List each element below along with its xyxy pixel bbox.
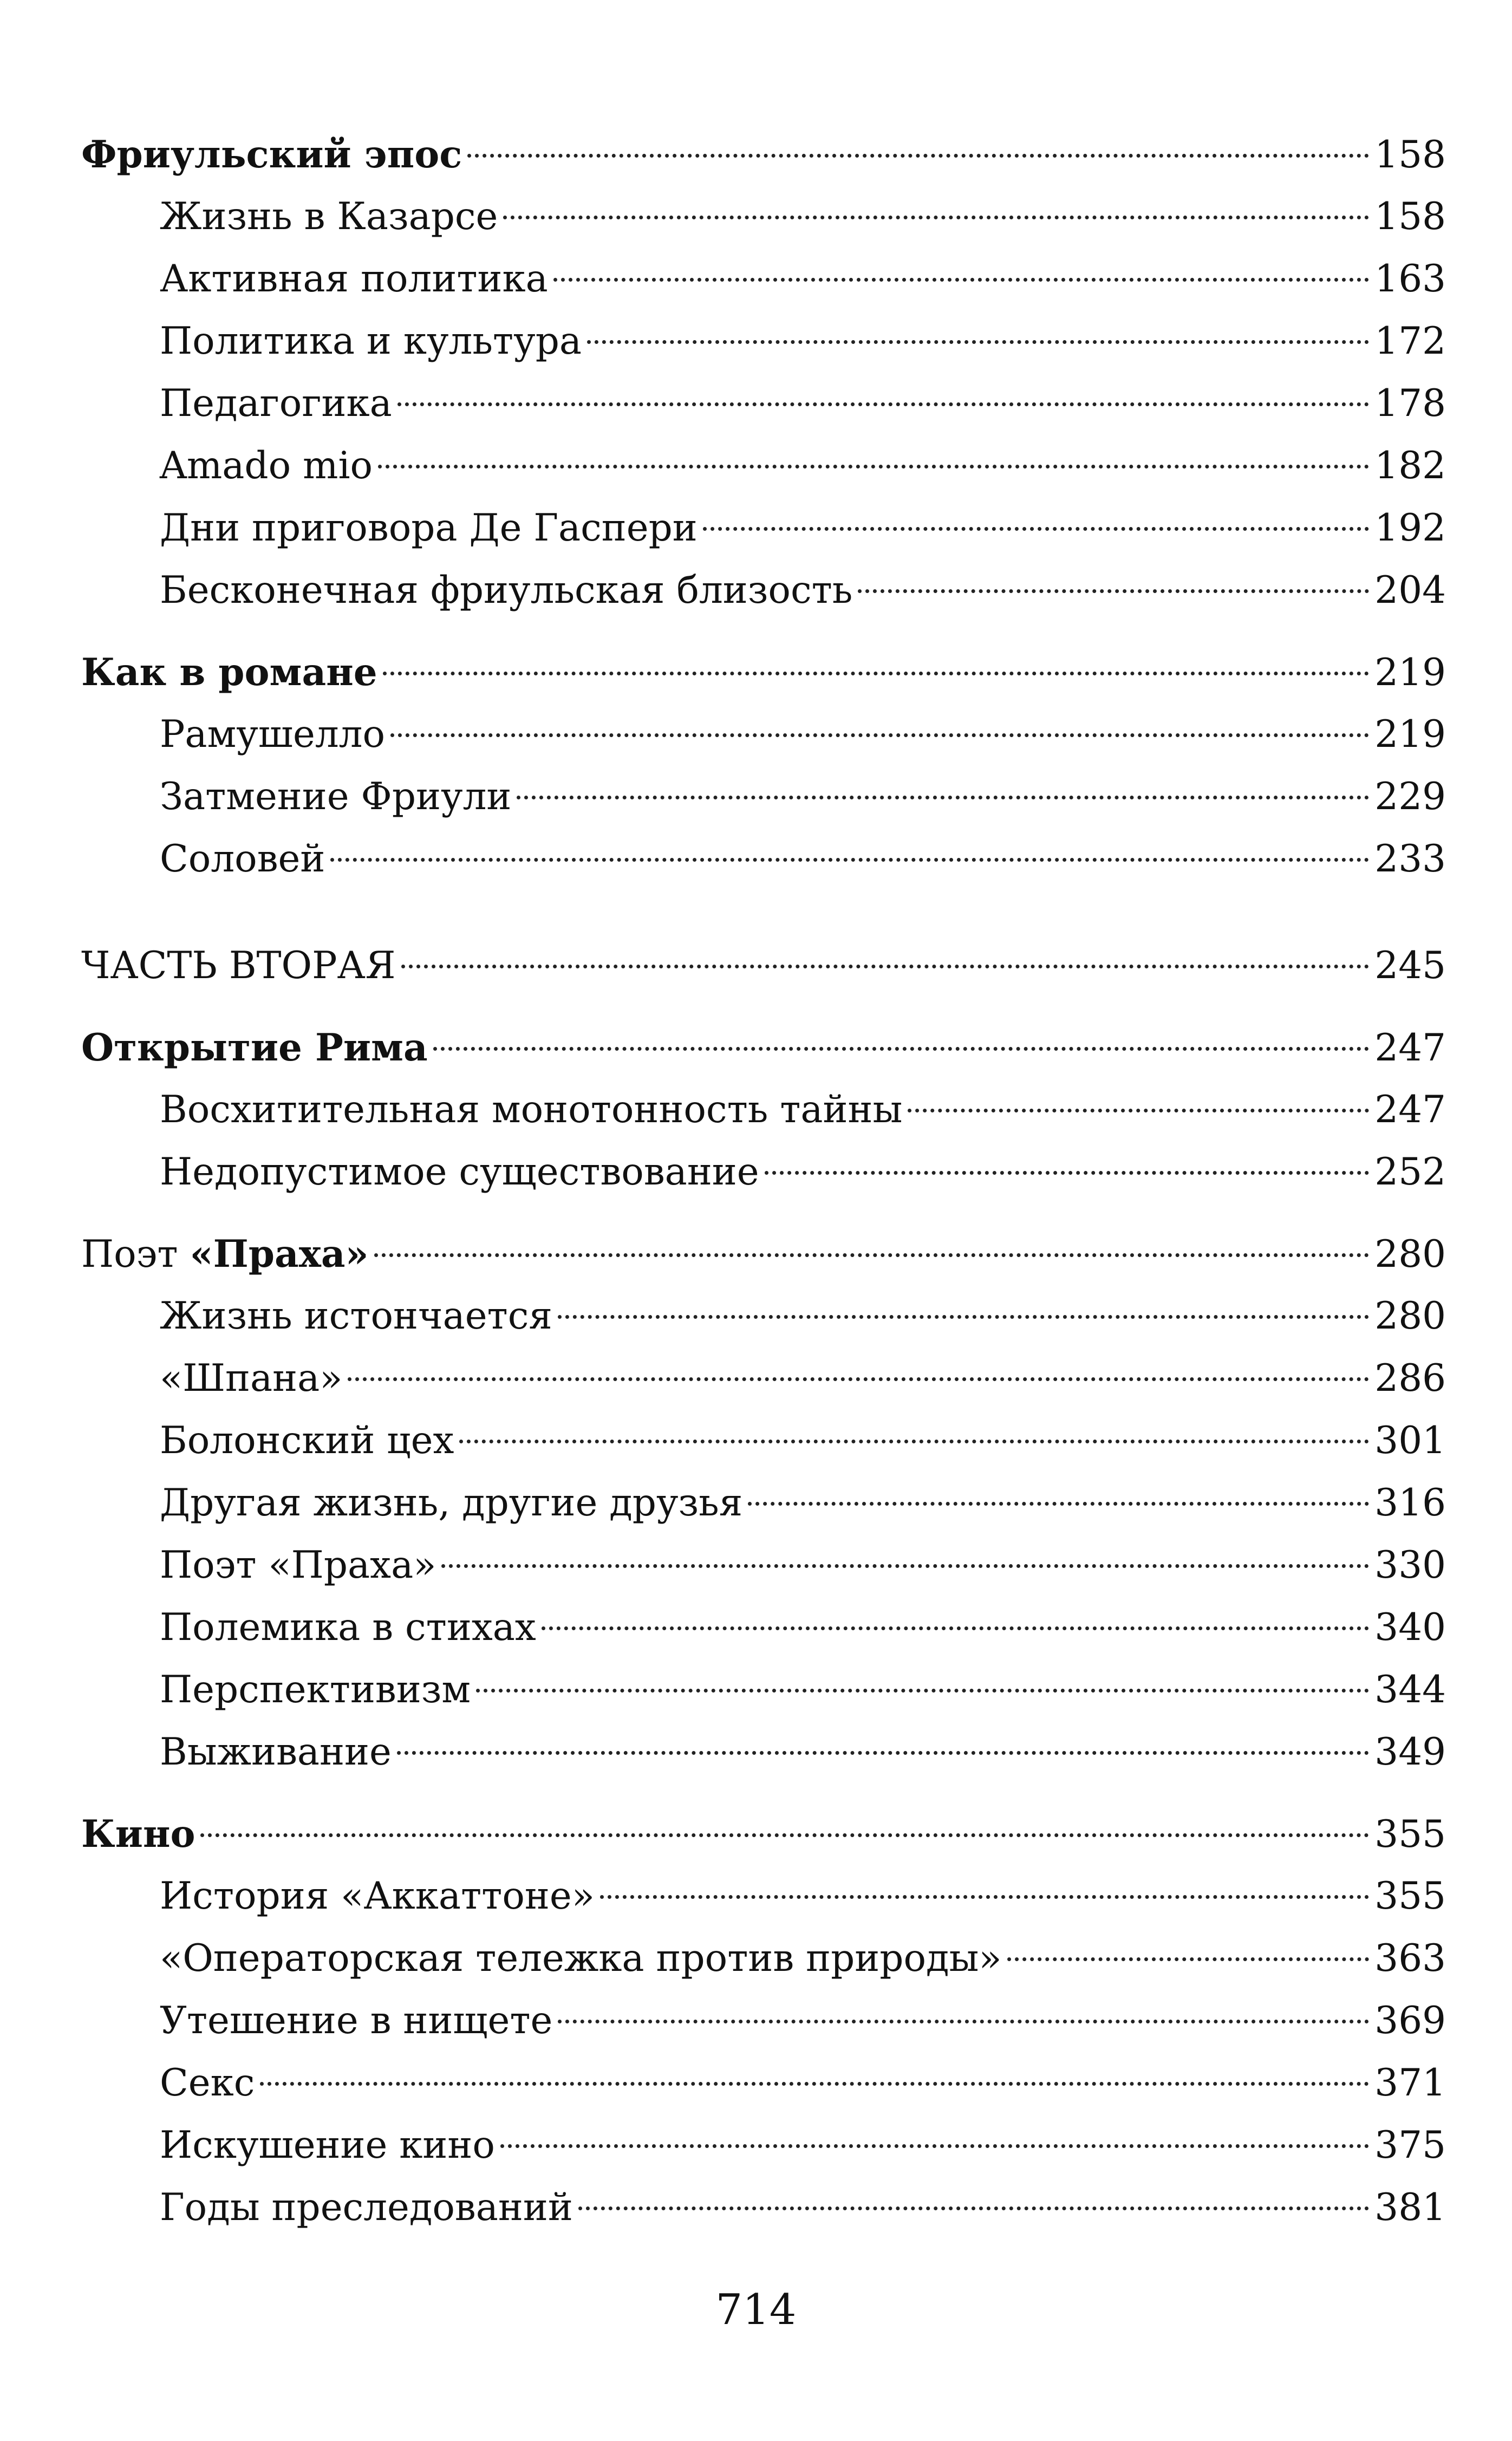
dot-leader: [858, 589, 1369, 593]
toc-entry-page: 381: [1374, 2186, 1446, 2229]
toc-entry-title: Искушение кино: [160, 2124, 495, 2167]
toc-entry-page: 371: [1374, 2061, 1446, 2105]
toc-entry-title: Педагогика: [160, 382, 392, 425]
toc-entry-title: Кино: [81, 1812, 195, 1856]
toc-entry[interactable]: [81, 497, 1446, 559]
toc-entry-title: Соловей: [160, 837, 325, 881]
dot-leader: [401, 965, 1370, 968]
dot-leader: [441, 1564, 1369, 1568]
toc-entry-title: Выживание: [160, 1730, 392, 1774]
toc-section-heading[interactable]: [81, 641, 1446, 704]
dot-leader: [378, 465, 1369, 468]
toc-entry-page: 233: [1374, 837, 1446, 881]
dot-leader: [765, 1171, 1370, 1175]
toc-entry[interactable]: [81, 186, 1446, 248]
toc-entry-page: 158: [1374, 195, 1446, 238]
toc-entry-title: ЧАСТЬ ВТОРАЯ: [81, 944, 396, 987]
dot-leader: [517, 796, 1369, 799]
dot-leader: [703, 527, 1370, 531]
toc-entry[interactable]: [81, 435, 1446, 497]
toc-entry[interactable]: [81, 1410, 1446, 1472]
toc-entry-page: 280: [1374, 1294, 1446, 1338]
dot-leader: [374, 1253, 1370, 1257]
toc-entry[interactable]: [81, 2114, 1446, 2177]
dot-leader: [587, 340, 1369, 344]
toc-entry-page: 340: [1374, 1606, 1446, 1649]
toc-entry-title: Утешение в нищете: [160, 1999, 553, 2042]
toc-entry-title: Открытие Рима: [81, 1026, 428, 1070]
dot-leader: [397, 402, 1370, 406]
toc-entry-page: 229: [1374, 775, 1446, 818]
toc-entry-page: 355: [1374, 1813, 1446, 1856]
toc-entry-page: 369: [1374, 1999, 1446, 2042]
dot-leader: [459, 1440, 1369, 1443]
toc-entry-page: 280: [1374, 1233, 1446, 1276]
toc-entry-title: История «Аккаттоне»: [160, 1874, 595, 1918]
toc-section-heading[interactable]: [81, 1017, 1446, 1079]
toc-entry-title: Рамушелло: [160, 713, 386, 756]
spacer: [81, 1203, 1446, 1223]
toc-entry[interactable]: [81, 1721, 1446, 1783]
page-number: 714: [715, 2286, 797, 2334]
toc-entry-title: Жизнь истончается: [160, 1294, 552, 1338]
toc-entry-page: 316: [1374, 1481, 1446, 1525]
toc-entry-page: 219: [1374, 651, 1446, 694]
toc-entry-page: 375: [1374, 2124, 1446, 2167]
toc-entry-page: 363: [1374, 1937, 1446, 1980]
dot-leader: [542, 1626, 1370, 1630]
dot-leader: [330, 858, 1369, 862]
toc-entry-page: 158: [1374, 133, 1446, 177]
spacer: [81, 890, 1446, 935]
toc-entry[interactable]: [81, 1348, 1446, 1410]
toc-entry-title: Активная политика: [160, 257, 548, 301]
dot-leader: [600, 1895, 1369, 1899]
dot-leader: [503, 216, 1369, 219]
toc-entry-title: «Шпана»: [160, 1357, 343, 1400]
table-of-contents: [81, 123, 1446, 2239]
dot-leader: [558, 2020, 1369, 2023]
toc-entry-page: 349: [1374, 1730, 1446, 1774]
toc-entry-title: Восхитительная монотонность тайны: [160, 1088, 903, 1131]
toc-entry-page: 163: [1374, 257, 1446, 301]
spacer: [81, 622, 1446, 641]
toc-entry[interactable]: [81, 2177, 1446, 2239]
dot-leader: [260, 2082, 1369, 2086]
dot-leader: [748, 1502, 1369, 1506]
toc-entry[interactable]: [81, 1534, 1446, 1597]
toc-entry-page: 252: [1374, 1150, 1446, 1194]
dot-leader: [500, 2144, 1369, 2148]
toc-entry-title: Годы преследований: [160, 2186, 573, 2229]
toc-section-heading[interactable]: [81, 1803, 1446, 1865]
toc-entry-title: Дни приговора Де Гаспери: [160, 506, 698, 550]
toc-entry-page: 219: [1374, 713, 1446, 756]
toc-entry-page: 192: [1374, 506, 1446, 550]
dot-leader: [383, 672, 1370, 675]
dot-leader: [476, 1689, 1369, 1693]
toc-entry-title: Политика и культура: [160, 320, 582, 363]
dot-leader: [433, 1047, 1370, 1051]
toc-entry-title: Болонский цех: [160, 1419, 454, 1462]
toc-entry-page: 355: [1374, 1874, 1446, 1918]
toc-part-heading[interactable]: [81, 935, 1446, 997]
toc-entry[interactable]: [81, 1659, 1446, 1721]
toc-entry-page: 178: [1374, 382, 1446, 425]
dot-leader: [558, 1315, 1369, 1319]
spacer: [81, 997, 1446, 1017]
toc-entry[interactable]: [81, 828, 1446, 890]
spacer: [81, 1783, 1446, 1803]
toc-entry[interactable]: [81, 704, 1446, 766]
dot-leader: [1007, 1957, 1370, 1961]
toc-entry-title: Как в романе: [81, 650, 377, 694]
toc-entry-page: 245: [1374, 944, 1446, 987]
toc-entry[interactable]: [81, 559, 1446, 622]
toc-entry[interactable]: [81, 1928, 1446, 1990]
toc-entry[interactable]: [81, 310, 1446, 373]
dot-leader: [578, 2206, 1369, 2210]
toc-entry-page: 247: [1374, 1026, 1446, 1070]
toc-entry-page: 286: [1374, 1357, 1446, 1400]
toc-entry-title: Затмение Фриули: [160, 775, 512, 818]
toc-entry-title-bold: «Праха»: [190, 1232, 369, 1276]
dot-leader: [908, 1109, 1369, 1112]
dot-leader: [553, 278, 1370, 282]
toc-entry-title: Поэт «Праха»: [160, 1544, 436, 1587]
toc-entry-page: 344: [1374, 1668, 1446, 1711]
toc-entry[interactable]: [81, 1597, 1446, 1659]
toc-entry-title-prefix: Поэт: [81, 1233, 190, 1276]
toc-entry-title: [81, 1223, 369, 1286]
dot-leader: [348, 1377, 1369, 1381]
toc-entry[interactable]: [81, 1079, 1446, 1141]
dot-leader: [390, 733, 1369, 737]
dot-leader: [397, 1751, 1369, 1755]
toc-section-heading[interactable]: [81, 123, 1446, 186]
toc-entry-page: 301: [1374, 1419, 1446, 1462]
dot-leader: [467, 154, 1369, 158]
toc-entry-page: 172: [1374, 320, 1446, 363]
toc-entry[interactable]: [81, 1990, 1446, 2052]
toc-entry[interactable]: [81, 1472, 1446, 1534]
toc-entry-title: Бесконечная фриульская близость: [160, 569, 853, 612]
dot-leader: [200, 1833, 1369, 1837]
toc-entry-page: 204: [1374, 569, 1446, 612]
toc-entry-page: 247: [1374, 1088, 1446, 1131]
toc-entry[interactable]: [81, 1285, 1446, 1348]
toc-entry-title: «Операторская тележка против природы»: [160, 1937, 1002, 1980]
toc-entry[interactable]: [81, 1865, 1446, 1928]
toc-entry[interactable]: [81, 248, 1446, 310]
toc-entry-title: Перспективизм: [160, 1668, 471, 1711]
toc-entry[interactable]: [81, 766, 1446, 828]
toc-entry[interactable]: [81, 2052, 1446, 2114]
toc-entry-page: 330: [1374, 1544, 1446, 1587]
toc-entry[interactable]: [81, 1141, 1446, 1203]
toc-entry-title: Секс: [160, 2061, 255, 2105]
toc-entry-title: Жизнь в Казарсе: [160, 195, 498, 238]
toc-entry-page: 182: [1374, 444, 1446, 487]
toc-entry-title: Amado mio: [160, 444, 373, 487]
toc-entry-title: Другая жизнь, другие друзья: [160, 1481, 743, 1525]
toc-entry-title: Фриульский эпос: [81, 133, 462, 177]
toc-section-heading[interactable]: [81, 1223, 1446, 1285]
toc-entry-title: Полемика в стихах: [160, 1606, 536, 1649]
toc-entry[interactable]: [81, 373, 1446, 435]
toc-entry-title: Недопустимое существование: [160, 1150, 759, 1194]
